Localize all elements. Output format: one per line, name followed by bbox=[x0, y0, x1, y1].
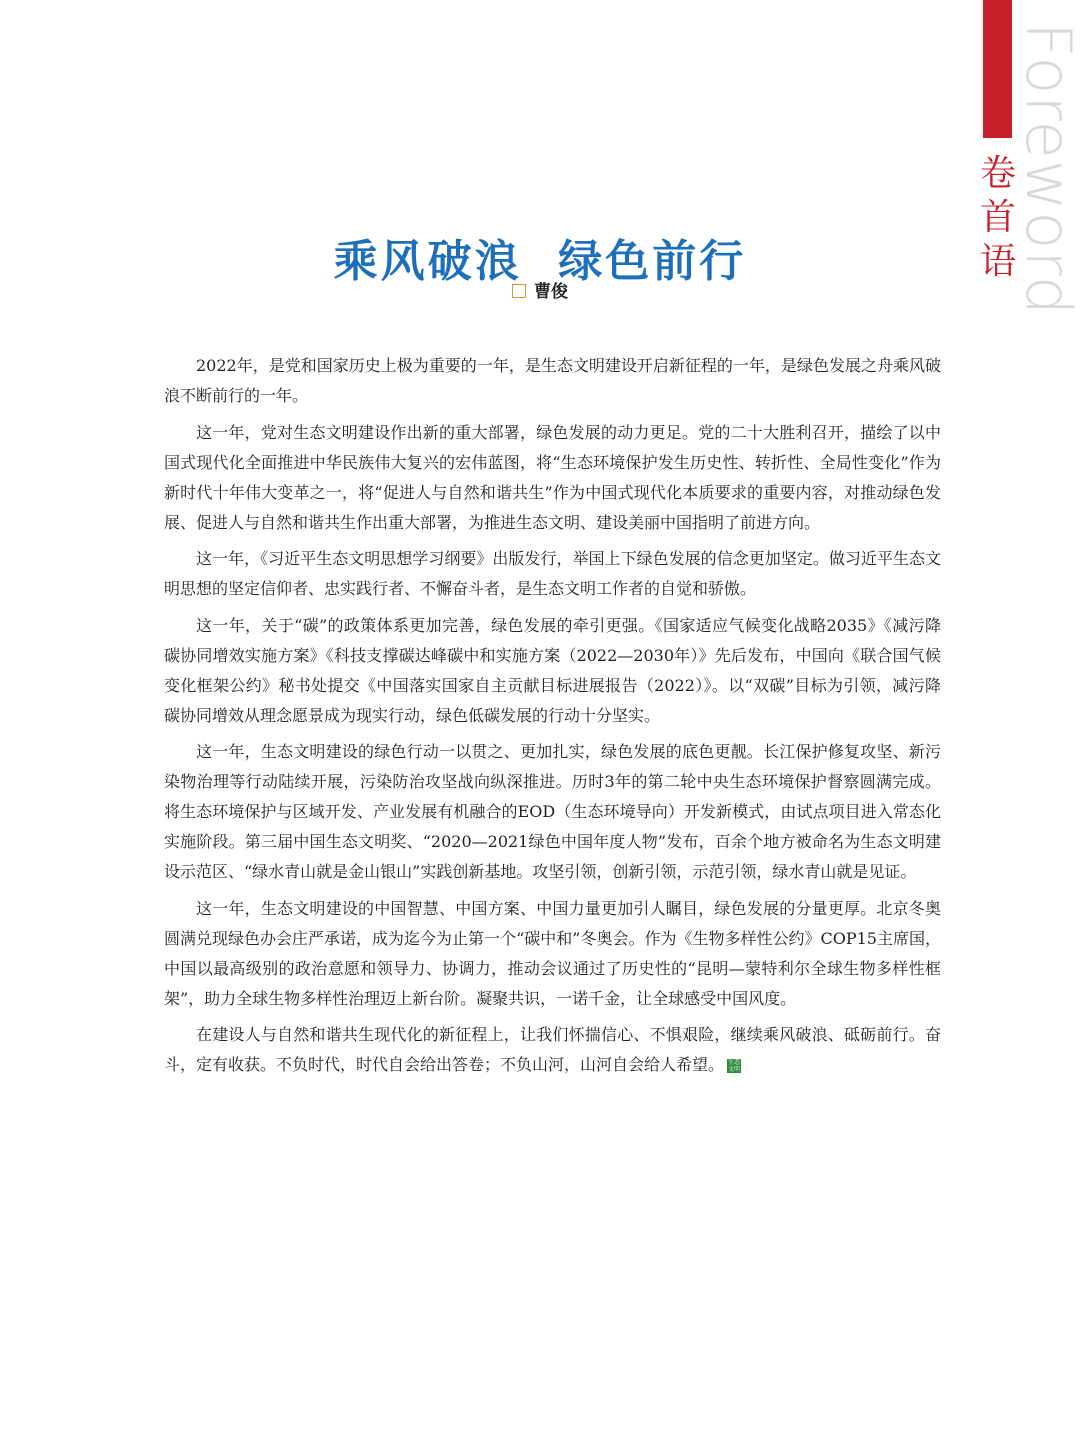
paragraph: 2022年，是党和国家历史上极为重要的一年，是生态文明建设开启新征程的一年，是绿色发展之舟乘风破浪不断前行的一年。 bbox=[164, 356, 941, 405]
paragraph: 这一年，《习近平生态文明思想学习纲要》出版发行，举国上下绿色发展的信念更加坚定。做习近平生态文明思想的坚定信仰者、忠实践行者、不懈奋斗者，是生态文明工作者的自觉和骄傲。 bbox=[164, 549, 941, 598]
section-label-char: 卷 bbox=[979, 153, 1016, 194]
article-title: 乘风破浪 绿色前行 bbox=[333, 236, 747, 288]
section-label-char: 语 bbox=[979, 241, 1016, 282]
byline-box-icon bbox=[512, 284, 526, 298]
byline bbox=[0, 277, 1080, 302]
paragraph: 这一年，党对生态文明建设作出新的重大部署，绿色发展的动力更足。党的二十大胜利召开，描绘了以中国式现代化全面推进中华民族伟大复兴的宏伟蓝图，将“生态环境保护发生历史性、转折性、全局性变化”作为新时代十年伟大变革之一，将“促进人与自然和谐共生”作为中国式现代化本质要求的重要内容，对推动绿色发展、促进人与自然和谐共生作出重大部署，为推进生态文明、建设美丽中国指明了前进方向。 bbox=[164, 422, 941, 532]
end-mark-icon: 生态文明 bbox=[728, 1059, 741, 1073]
author-name: 曹俊 bbox=[534, 282, 568, 302]
paragraph: 这一年，生态文明建设的中国智慧、中国方案、中国力量更加引人瞩目，绿色发展的分量更厚。北京冬奥圆满兑现绿色办会庄严承诺，成为迄今为止第一个“碳中和”冬奥会。作为《生物多样性公约》COP15主席国，中国以最高级别的政治意愿和领导力、协调力，推动会议通过了历史性的“昆明—蒙特利尔全球生物多样性框架”，助力全球生物多样性治理迈上新台阶。凝聚共识，一诺千金，让全球感受中国风度。 bbox=[164, 898, 941, 1008]
paragraph-last bbox=[164, 1020, 941, 1080]
paragraph: 这一年，生态文明建设的绿色行动一以贯之、更加扎实，绿色发展的底色更靓。长江保护修复攻坚、新污染物治理等行动陆续开展，污染防治攻坚战向纵深推进。历时3年的第二轮中央生态环境保护督察圆满完成。将生态环境保护与区域开发、产业发展有机融合的EOD（生态环境导向）开发新模式，由试点项目进入常态化实施阶段。第三届中国生态文明奖、“2020—2021绿色中国年度人物”发布，百余个地方被命名为生态文明建设示范区、“绿水青山就是金山银山”实践创新基地。攻坚引领，创新引领，示范引领，绿水青山就是见证。 bbox=[164, 742, 941, 881]
section-label-en: Foreword bbox=[1012, 22, 1085, 317]
paragraph: 这一年，关于“碳”的政策体系更加完善，绿色发展的牵引更强。《国家适应气候变化战略2035》《减污降碳协同增效实施方案》《科技支撑碳达峰碳中和实施方案（2022—2030年）》先后发布，中国向《联合国气候变化框架公约》秘书处提交《中国落实国家自主贡献目标进展报告（2022）》。以“双碳”目标为引领，减污降碳协同增效从理念愿景成为现实行动，绿色低碳发展的行动十分坚实。 bbox=[164, 615, 941, 725]
section-label-en-wrap bbox=[1012, 22, 1085, 317]
article-body bbox=[164, 351, 941, 1087]
section-label-char: 首 bbox=[979, 197, 1016, 238]
section-accent-bar bbox=[983, 0, 1012, 138]
paragraph-text: 在建设人与自然和谐共生现代化的新征程上，让我们怀揣信心、不惧艰险，继续乘风破浪、砥砺前行。奋斗，定有收获。不负时代，时代自会给出答卷；不负山河，山河自会给人希望。 bbox=[164, 1025, 941, 1074]
